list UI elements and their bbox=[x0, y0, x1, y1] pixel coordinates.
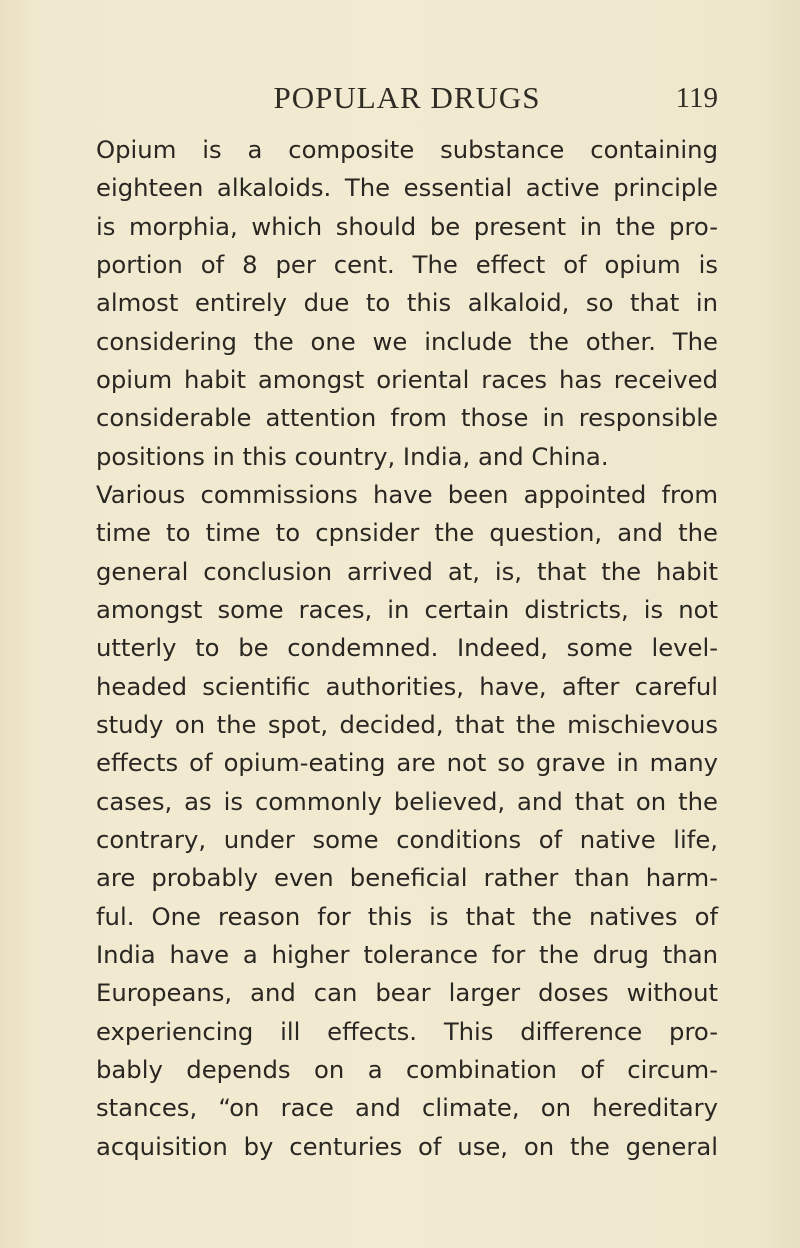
text-line: eighteen alkaloids. The essential active principle bbox=[96, 173, 718, 203]
text-line: amongst some races, in certain districts, is not bbox=[96, 594, 718, 624]
text-line: utterly to be condemned. Indeed, some level- bbox=[96, 633, 718, 663]
text-line: considerable attention from those in responsible bbox=[96, 403, 718, 433]
text-line: opium habit amongst oriental races has received bbox=[96, 364, 718, 394]
text-line: cases, as is commonly believed, and that on the bbox=[96, 786, 718, 816]
text-line: effects of opium-eating are not so grave in many bbox=[96, 748, 718, 778]
body-text bbox=[96, 131, 718, 1166]
text-line: time to time to cpnsider the question, and the bbox=[96, 518, 718, 548]
text-line: are probably even beneficial rather than harm- bbox=[96, 863, 718, 893]
text-line: general conclusion arrived at, is, that the habit bbox=[96, 556, 718, 586]
text-line: portion of 8 per cent. The effect of opium is bbox=[96, 249, 718, 279]
text-line: Europeans, and can bear larger doses without bbox=[96, 978, 718, 1008]
text-line: is morphia, which should be present in the pro- bbox=[96, 211, 718, 241]
text-line: India have a higher tolerance for the drug than bbox=[96, 939, 718, 969]
text-line: contrary, under some conditions of native life, bbox=[96, 824, 718, 854]
text-line: study on the spot, decided, that the mischievous bbox=[96, 709, 718, 739]
text-line: headed scientific authorities, have, after careful bbox=[96, 671, 718, 701]
running-title: POPULAR DRUGS bbox=[273, 80, 541, 115]
text-line: Opium is a composite substance containing bbox=[96, 135, 718, 164]
text-line: experiencing ill effects. This difference pro- bbox=[96, 1016, 718, 1046]
text-line: considering the one we include the other. The bbox=[96, 326, 718, 356]
text-line: positions in this country, India, and China. bbox=[96, 441, 609, 471]
text-line: acquisition by centuries of use, on the general bbox=[96, 1131, 718, 1161]
text-line: ful. One reason for this is that the natives of bbox=[96, 901, 718, 931]
text-line: bably depends on a combination of circum- bbox=[96, 1054, 718, 1084]
text-line: almost entirely due to this alkaloid, so that in bbox=[96, 288, 718, 318]
text-line: stances, “on race and climate, on hereditary bbox=[96, 1093, 718, 1123]
running-head bbox=[96, 76, 718, 120]
text-line: Various commissions have been appointed from bbox=[96, 479, 718, 509]
page-number: 119 bbox=[675, 82, 718, 114]
